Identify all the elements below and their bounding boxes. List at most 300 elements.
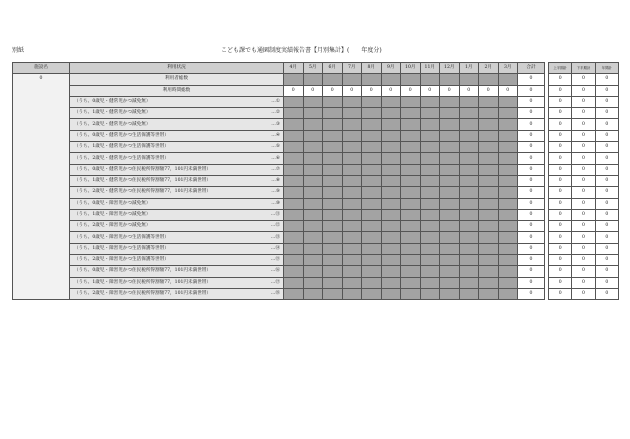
month-cell xyxy=(440,221,460,232)
row-label-text: （うち、2歳児・障害児かつ生活保護等世帯） xyxy=(74,257,169,263)
row-label xyxy=(70,209,284,220)
month-cell xyxy=(362,175,382,186)
month-cell xyxy=(479,243,499,254)
month-cell xyxy=(284,209,304,220)
row-label xyxy=(70,255,284,266)
month-cell xyxy=(381,142,401,153)
total-cell: 0 xyxy=(518,74,545,85)
month-cell xyxy=(284,96,304,107)
header-period: 年間計 xyxy=(595,63,618,74)
month-cell xyxy=(498,255,518,266)
row-label xyxy=(70,288,284,299)
month-cell xyxy=(323,243,343,254)
header-month: 4月 xyxy=(284,63,304,74)
month-cell xyxy=(440,142,460,153)
month-cell xyxy=(342,74,362,85)
total-cell: 0 xyxy=(518,119,545,130)
month-cell xyxy=(420,198,440,209)
table-row xyxy=(13,243,545,254)
total-cell: 0 xyxy=(518,187,545,198)
row-label xyxy=(70,108,284,119)
month-cell xyxy=(362,187,382,198)
month-cell: 0 xyxy=(323,85,343,96)
month-cell xyxy=(440,243,460,254)
month-cell xyxy=(284,187,304,198)
period-cell: 0 xyxy=(572,243,595,254)
month-cell xyxy=(498,119,518,130)
row-label-number: …⑥ xyxy=(271,155,280,161)
month-cell xyxy=(459,221,479,232)
month-cell xyxy=(323,255,343,266)
month-cell: 0 xyxy=(401,85,421,96)
month-cell xyxy=(381,243,401,254)
summary-row xyxy=(549,85,619,96)
month-cell xyxy=(440,108,460,119)
row-label xyxy=(70,277,284,288)
month-cell xyxy=(323,187,343,198)
period-cell: 0 xyxy=(595,243,618,254)
row-label-text: （うち、2歳児・障害児かつ住民税所得割額77，101円未満世帯） xyxy=(74,291,211,297)
header-month: 5月 xyxy=(303,63,323,74)
month-cell xyxy=(420,175,440,186)
month-cell xyxy=(498,209,518,220)
month-cell xyxy=(323,288,343,299)
month-cell xyxy=(323,221,343,232)
row-label-text: （うち、1歳児・健常児かつ減免無） xyxy=(74,110,151,116)
month-cell xyxy=(459,209,479,220)
month-cell xyxy=(459,142,479,153)
period-cell: 0 xyxy=(595,119,618,130)
row-label-text: （うち、0歳児・健常児かつ減免無） xyxy=(74,99,151,105)
month-cell xyxy=(342,266,362,277)
row-label-text: （うち、2歳児・健常児かつ減免無） xyxy=(74,121,151,127)
summary-row xyxy=(549,232,619,243)
month-cell xyxy=(401,277,421,288)
month-cell xyxy=(303,243,323,254)
month-cell xyxy=(362,119,382,130)
month-cell xyxy=(342,153,362,164)
month-cell xyxy=(401,243,421,254)
table-header-row xyxy=(13,63,545,74)
total-cell: 0 xyxy=(518,266,545,277)
month-cell xyxy=(401,96,421,107)
table-row xyxy=(13,266,545,277)
row-label-content xyxy=(74,120,283,130)
total-cell: 0 xyxy=(518,175,545,186)
table-row xyxy=(13,175,545,186)
month-cell xyxy=(459,130,479,141)
month-cell xyxy=(362,130,382,141)
month-cell xyxy=(440,187,460,198)
month-cell xyxy=(284,130,304,141)
month-cell xyxy=(342,209,362,220)
period-cell: 0 xyxy=(595,130,618,141)
period-cell: 0 xyxy=(595,209,618,220)
row-label-number: …⑮ xyxy=(270,257,280,263)
row-label-number: …④ xyxy=(271,132,280,138)
row-label-text: （うち、0歳児・健常児かつ住民税所得割額77，101円未満世帯） xyxy=(74,166,211,172)
table-row xyxy=(13,96,545,107)
month-cell xyxy=(362,221,382,232)
month-cell xyxy=(420,164,440,175)
total-cell: 0 xyxy=(518,142,545,153)
period-cell: 0 xyxy=(572,209,595,220)
row-label: 利用者総数 xyxy=(70,74,284,85)
month-cell xyxy=(303,232,323,243)
month-cell xyxy=(303,142,323,153)
month-cell xyxy=(303,119,323,130)
month-cell xyxy=(342,142,362,153)
total-cell: 0 xyxy=(518,232,545,243)
month-cell xyxy=(342,175,362,186)
month-cell xyxy=(459,96,479,107)
month-cell xyxy=(284,119,304,130)
period-cell: 0 xyxy=(595,153,618,164)
month-cell xyxy=(420,130,440,141)
month-cell xyxy=(323,198,343,209)
month-cell xyxy=(323,164,343,175)
month-cell xyxy=(381,175,401,186)
month-cell xyxy=(459,243,479,254)
row-label-number: …⑨ xyxy=(271,189,280,195)
period-cell: 0 xyxy=(572,198,595,209)
month-cell xyxy=(381,108,401,119)
period-cell: 0 xyxy=(572,164,595,175)
monthly-report-table xyxy=(12,62,545,300)
row-label-content xyxy=(74,165,283,175)
month-cell xyxy=(284,277,304,288)
period-cell: 0 xyxy=(549,119,572,130)
period-cell: 0 xyxy=(549,277,572,288)
period-cell: 0 xyxy=(572,288,595,299)
table-row xyxy=(13,221,545,232)
month-cell xyxy=(323,130,343,141)
month-cell xyxy=(420,74,440,85)
month-cell xyxy=(342,198,362,209)
month-cell xyxy=(420,255,440,266)
month-cell xyxy=(440,288,460,299)
row-label-number: …① xyxy=(271,99,280,105)
month-cell xyxy=(381,255,401,266)
header-month: 2月 xyxy=(479,63,499,74)
header-month: 6月 xyxy=(323,63,343,74)
row-label-text: （うち、1歳児・健常児かつ生活保護等世帯） xyxy=(74,144,169,150)
month-cell xyxy=(284,232,304,243)
month-cell xyxy=(342,277,362,288)
month-cell xyxy=(420,96,440,107)
month-cell xyxy=(362,74,382,85)
summary-row xyxy=(549,74,619,85)
table-row xyxy=(13,277,545,288)
row-label-number: …⑭ xyxy=(270,245,280,251)
month-cell xyxy=(498,130,518,141)
header-total: 合計 xyxy=(518,63,545,74)
month-cell xyxy=(440,198,460,209)
period-cell: 0 xyxy=(595,142,618,153)
total-cell: 0 xyxy=(518,243,545,254)
row-label-content xyxy=(74,210,283,220)
month-cell xyxy=(284,153,304,164)
month-cell xyxy=(342,221,362,232)
row-label-number: …③ xyxy=(271,121,280,127)
month-cell xyxy=(479,288,499,299)
month-cell xyxy=(440,175,460,186)
period-cell: 0 xyxy=(572,74,595,85)
row-label-number: …⑩ xyxy=(271,200,280,206)
month-cell xyxy=(479,209,499,220)
row-label-text: （うち、1歳児・健常児かつ住民税所得割額77，101円未満世帯） xyxy=(74,178,211,184)
month-cell xyxy=(381,277,401,288)
period-cell: 0 xyxy=(549,164,572,175)
row-label-text: （うち、2歳児・健常児かつ住民税所得割額77，101円未満世帯） xyxy=(74,189,211,195)
row-label-content xyxy=(74,199,283,209)
period-cell: 0 xyxy=(572,130,595,141)
row-label-text: （うち、0歳児・障害児かつ減免無） xyxy=(74,200,151,206)
row-label-number: …⑬ xyxy=(270,234,280,240)
period-cell: 0 xyxy=(595,96,618,107)
summary-row xyxy=(549,288,619,299)
summary-row xyxy=(549,209,619,220)
row-label-content xyxy=(74,187,283,197)
month-cell: 0 xyxy=(362,85,382,96)
summary-header-row xyxy=(549,63,619,74)
period-cell: 0 xyxy=(572,277,595,288)
month-cell xyxy=(459,232,479,243)
row-label-content xyxy=(74,278,283,288)
row-label xyxy=(70,96,284,107)
month-cell xyxy=(362,266,382,277)
month-cell xyxy=(440,153,460,164)
month-cell xyxy=(479,198,499,209)
period-cell: 0 xyxy=(549,232,572,243)
month-cell xyxy=(381,209,401,220)
month-cell xyxy=(381,232,401,243)
month-cell xyxy=(303,108,323,119)
total-cell: 0 xyxy=(518,108,545,119)
row-label-content xyxy=(74,266,283,276)
month-cell xyxy=(303,277,323,288)
month-cell xyxy=(303,175,323,186)
month-cell xyxy=(303,96,323,107)
month-cell xyxy=(498,153,518,164)
table-row xyxy=(13,198,545,209)
month-cell xyxy=(401,221,421,232)
month-cell xyxy=(284,164,304,175)
period-cell: 0 xyxy=(572,175,595,186)
period-cell: 0 xyxy=(572,96,595,107)
month-cell xyxy=(362,277,382,288)
period-cell: 0 xyxy=(572,85,595,96)
period-cell: 0 xyxy=(572,142,595,153)
month-cell xyxy=(323,232,343,243)
header-month: 1月 xyxy=(459,63,479,74)
month-cell xyxy=(303,266,323,277)
month-cell xyxy=(284,74,304,85)
month-cell xyxy=(362,96,382,107)
period-cell: 0 xyxy=(595,198,618,209)
month-cell xyxy=(479,119,499,130)
row-label-number: …⑦ xyxy=(271,166,280,172)
table-row xyxy=(13,288,545,299)
row-label-number: …⑤ xyxy=(271,144,280,150)
month-cell xyxy=(303,288,323,299)
period-cell: 0 xyxy=(549,221,572,232)
month-cell xyxy=(459,266,479,277)
month-cell xyxy=(362,198,382,209)
month-cell xyxy=(284,108,304,119)
month-cell: 0 xyxy=(284,85,304,96)
header-month: 9月 xyxy=(381,63,401,74)
month-cell xyxy=(303,74,323,85)
month-cell xyxy=(323,209,343,220)
period-cell: 0 xyxy=(595,164,618,175)
row-label-content xyxy=(74,108,283,118)
summary-row xyxy=(549,221,619,232)
row-label-content xyxy=(74,233,283,243)
period-cell: 0 xyxy=(595,187,618,198)
month-cell xyxy=(498,232,518,243)
month-cell xyxy=(401,266,421,277)
month-cell xyxy=(440,164,460,175)
month-cell xyxy=(440,255,460,266)
month-cell xyxy=(401,232,421,243)
month-cell xyxy=(323,96,343,107)
month-cell xyxy=(440,266,460,277)
month-cell xyxy=(420,232,440,243)
month-cell xyxy=(284,221,304,232)
month-cell xyxy=(498,198,518,209)
month-cell xyxy=(401,164,421,175)
row-label xyxy=(70,164,284,175)
summary-row xyxy=(549,142,619,153)
summary-row xyxy=(549,243,619,254)
header-month: 12月 xyxy=(440,63,460,74)
table-row xyxy=(13,142,545,153)
period-cell: 0 xyxy=(549,108,572,119)
summary-row xyxy=(549,96,619,107)
month-cell xyxy=(323,142,343,153)
month-cell xyxy=(440,277,460,288)
row-label xyxy=(70,119,284,130)
month-cell xyxy=(303,164,323,175)
month-cell xyxy=(362,232,382,243)
month-cell xyxy=(459,175,479,186)
month-cell xyxy=(479,255,499,266)
period-cell: 0 xyxy=(595,74,618,85)
month-cell: 0 xyxy=(303,85,323,96)
facility-name-cell: 0 xyxy=(13,74,70,300)
summary-row xyxy=(549,130,619,141)
row-label xyxy=(70,175,284,186)
page-title: こども課でも通園制度実績報告書【月別集計】( 年度分) xyxy=(221,47,382,54)
month-cell xyxy=(401,288,421,299)
month-cell xyxy=(401,130,421,141)
period-cell: 0 xyxy=(572,108,595,119)
month-cell: 0 xyxy=(420,85,440,96)
row-label xyxy=(70,198,284,209)
month-cell xyxy=(440,119,460,130)
period-cell: 0 xyxy=(572,119,595,130)
month-cell xyxy=(440,209,460,220)
month-cell xyxy=(323,277,343,288)
month-cell xyxy=(479,142,499,153)
period-cell: 0 xyxy=(572,221,595,232)
month-cell xyxy=(381,187,401,198)
period-cell: 0 xyxy=(549,130,572,141)
month-cell xyxy=(303,130,323,141)
summary-row xyxy=(549,255,619,266)
month-cell xyxy=(401,74,421,85)
total-cell: 0 xyxy=(518,255,545,266)
period-cell: 0 xyxy=(595,108,618,119)
period-cell: 0 xyxy=(549,96,572,107)
month-cell xyxy=(420,277,440,288)
total-cell: 0 xyxy=(518,85,545,96)
table-row xyxy=(13,255,545,266)
month-cell xyxy=(479,164,499,175)
table-row xyxy=(13,153,545,164)
table-row xyxy=(13,187,545,198)
month-cell xyxy=(459,255,479,266)
month-cell xyxy=(459,74,479,85)
table-row xyxy=(13,108,545,119)
row-label: 利用時間総数 xyxy=(70,85,284,96)
month-cell xyxy=(284,198,304,209)
month-cell xyxy=(284,266,304,277)
month-cell xyxy=(381,288,401,299)
month-cell xyxy=(479,96,499,107)
summary-row xyxy=(549,153,619,164)
table-row xyxy=(13,119,545,130)
row-label-number: …⑪ xyxy=(270,212,280,217)
row-label-content xyxy=(74,244,283,254)
month-cell xyxy=(498,277,518,288)
month-cell xyxy=(362,153,382,164)
month-cell xyxy=(420,187,440,198)
row-label xyxy=(70,221,284,232)
row-label-content xyxy=(74,142,283,152)
month-cell xyxy=(401,153,421,164)
month-cell xyxy=(381,221,401,232)
period-cell: 0 xyxy=(549,209,572,220)
row-label-number: …⑫ xyxy=(270,223,280,229)
month-cell xyxy=(323,119,343,130)
month-cell xyxy=(401,108,421,119)
total-cell: 0 xyxy=(518,198,545,209)
row-label-content xyxy=(74,131,283,141)
month-cell xyxy=(479,221,499,232)
period-cell: 0 xyxy=(549,288,572,299)
month-cell xyxy=(342,130,362,141)
row-label xyxy=(70,153,284,164)
month-cell xyxy=(479,277,499,288)
month-cell xyxy=(420,243,440,254)
month-cell xyxy=(498,108,518,119)
period-cell: 0 xyxy=(572,153,595,164)
month-cell xyxy=(303,209,323,220)
month-cell xyxy=(362,255,382,266)
period-cell: 0 xyxy=(549,266,572,277)
row-label-text: （うち、0歳児・障害児かつ生活保護等世帯） xyxy=(74,234,169,240)
month-cell xyxy=(420,266,440,277)
total-cell: 0 xyxy=(518,96,545,107)
row-label xyxy=(70,243,284,254)
month-cell xyxy=(362,108,382,119)
month-cell xyxy=(401,198,421,209)
month-cell xyxy=(401,119,421,130)
month-cell xyxy=(362,288,382,299)
row-label xyxy=(70,266,284,277)
